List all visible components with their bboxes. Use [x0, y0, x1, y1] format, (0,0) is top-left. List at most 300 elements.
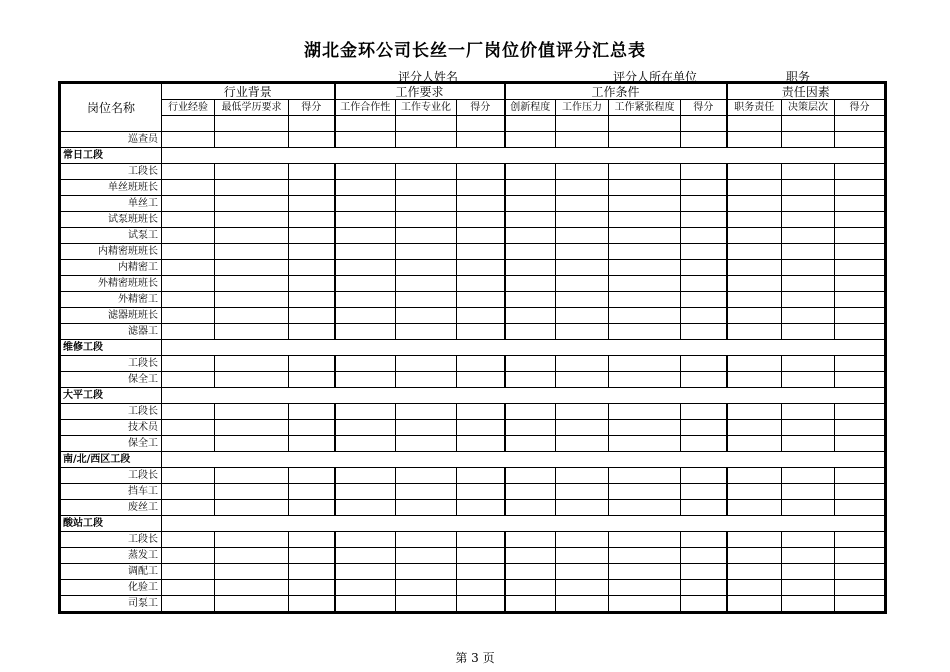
- score-cell[interactable]: [457, 324, 505, 340]
- score-cell[interactable]: [335, 548, 396, 564]
- score-cell[interactable]: [335, 308, 396, 324]
- score-cell[interactable]: [782, 372, 835, 388]
- score-cell[interactable]: [215, 484, 289, 500]
- score-cell[interactable]: [457, 356, 505, 372]
- score-cell[interactable]: [556, 196, 609, 212]
- score-cell[interactable]: [505, 356, 556, 372]
- score-cell[interactable]: [556, 580, 609, 596]
- score-cell[interactable]: [457, 500, 505, 516]
- score-cell[interactable]: [681, 180, 727, 196]
- score-cell[interactable]: [782, 196, 835, 212]
- score-cell[interactable]: [782, 212, 835, 228]
- score-cell[interactable]: [289, 132, 335, 148]
- score-cell[interactable]: [505, 420, 556, 436]
- score-cell[interactable]: [681, 404, 727, 420]
- score-cell[interactable]: [681, 596, 727, 612]
- score-cell[interactable]: [335, 324, 396, 340]
- score-cell[interactable]: [782, 468, 835, 484]
- score-cell[interactable]: [335, 212, 396, 228]
- score-cell[interactable]: [335, 372, 396, 388]
- score-cell[interactable]: [396, 468, 457, 484]
- score-cell[interactable]: [457, 164, 505, 180]
- score-cell[interactable]: [505, 308, 556, 324]
- score-cell[interactable]: [162, 372, 215, 388]
- score-cell[interactable]: [457, 484, 505, 500]
- score-cell[interactable]: [215, 292, 289, 308]
- score-cell[interactable]: [782, 564, 835, 580]
- score-cell[interactable]: [162, 196, 215, 212]
- score-cell[interactable]: [335, 180, 396, 196]
- score-cell[interactable]: [457, 468, 505, 484]
- score-cell[interactable]: [556, 324, 609, 340]
- score-cell[interactable]: [505, 436, 556, 452]
- score-cell[interactable]: [681, 500, 727, 516]
- score-cell[interactable]: [289, 356, 335, 372]
- score-cell[interactable]: [609, 596, 681, 612]
- score-cell[interactable]: [835, 372, 885, 388]
- score-cell[interactable]: [162, 580, 215, 596]
- score-cell[interactable]: [835, 356, 885, 372]
- score-cell[interactable]: [457, 132, 505, 148]
- score-cell[interactable]: [727, 500, 782, 516]
- score-cell[interactable]: [457, 436, 505, 452]
- score-cell[interactable]: [835, 212, 885, 228]
- score-cell[interactable]: [681, 308, 727, 324]
- score-cell[interactable]: [505, 580, 556, 596]
- score-cell[interactable]: [505, 372, 556, 388]
- score-cell[interactable]: [457, 180, 505, 196]
- score-cell[interactable]: [396, 500, 457, 516]
- score-cell[interactable]: [609, 532, 681, 548]
- score-cell[interactable]: [556, 372, 609, 388]
- score-cell[interactable]: [162, 260, 215, 276]
- score-cell[interactable]: [782, 484, 835, 500]
- score-cell[interactable]: [556, 548, 609, 564]
- score-cell[interactable]: [396, 244, 457, 260]
- score-cell[interactable]: [556, 468, 609, 484]
- score-cell[interactable]: [505, 260, 556, 276]
- score-cell[interactable]: [396, 196, 457, 212]
- score-cell[interactable]: [556, 228, 609, 244]
- score-cell[interactable]: [681, 196, 727, 212]
- score-cell[interactable]: [835, 292, 885, 308]
- score-cell[interactable]: [396, 212, 457, 228]
- score-cell[interactable]: [609, 180, 681, 196]
- score-cell[interactable]: [609, 244, 681, 260]
- score-cell[interactable]: [556, 292, 609, 308]
- score-cell[interactable]: [609, 228, 681, 244]
- score-cell[interactable]: [215, 212, 289, 228]
- score-cell[interactable]: [727, 420, 782, 436]
- score-cell[interactable]: [727, 404, 782, 420]
- score-cell[interactable]: [681, 212, 727, 228]
- score-cell[interactable]: [835, 420, 885, 436]
- score-cell[interactable]: [335, 580, 396, 596]
- score-cell[interactable]: [289, 180, 335, 196]
- score-cell[interactable]: [556, 276, 609, 292]
- score-cell[interactable]: [289, 212, 335, 228]
- score-cell[interactable]: [215, 548, 289, 564]
- score-cell[interactable]: [396, 260, 457, 276]
- score-cell[interactable]: [681, 244, 727, 260]
- score-cell[interactable]: [835, 468, 885, 484]
- score-cell[interactable]: [835, 500, 885, 516]
- score-cell[interactable]: [289, 276, 335, 292]
- score-cell[interactable]: [782, 276, 835, 292]
- score-cell[interactable]: [396, 596, 457, 612]
- score-cell[interactable]: [335, 228, 396, 244]
- score-cell[interactable]: [782, 164, 835, 180]
- score-cell[interactable]: [835, 276, 885, 292]
- score-cell[interactable]: [681, 324, 727, 340]
- score-cell[interactable]: [727, 212, 782, 228]
- score-cell[interactable]: [681, 468, 727, 484]
- score-cell[interactable]: [335, 164, 396, 180]
- score-cell[interactable]: [335, 500, 396, 516]
- score-cell[interactable]: [162, 292, 215, 308]
- score-cell[interactable]: [457, 292, 505, 308]
- score-cell[interactable]: [457, 260, 505, 276]
- score-cell[interactable]: [505, 484, 556, 500]
- score-cell[interactable]: [289, 548, 335, 564]
- score-cell[interactable]: [681, 436, 727, 452]
- score-cell[interactable]: [162, 532, 215, 548]
- score-cell[interactable]: [609, 356, 681, 372]
- score-cell[interactable]: [835, 596, 885, 612]
- score-cell[interactable]: [681, 564, 727, 580]
- score-cell[interactable]: [215, 372, 289, 388]
- score-cell[interactable]: [782, 180, 835, 196]
- score-cell[interactable]: [289, 484, 335, 500]
- score-cell[interactable]: [335, 292, 396, 308]
- score-cell[interactable]: [681, 580, 727, 596]
- score-cell[interactable]: [782, 436, 835, 452]
- score-cell[interactable]: [727, 292, 782, 308]
- score-cell[interactable]: [556, 500, 609, 516]
- score-cell[interactable]: [215, 180, 289, 196]
- score-cell[interactable]: [835, 260, 885, 276]
- score-cell[interactable]: [162, 564, 215, 580]
- score-cell[interactable]: [835, 324, 885, 340]
- score-cell[interactable]: [162, 276, 215, 292]
- score-cell[interactable]: [215, 244, 289, 260]
- score-cell[interactable]: [835, 484, 885, 500]
- score-cell[interactable]: [556, 484, 609, 500]
- score-cell[interactable]: [289, 404, 335, 420]
- score-cell[interactable]: [505, 276, 556, 292]
- score-cell[interactable]: [835, 532, 885, 548]
- score-cell[interactable]: [727, 180, 782, 196]
- score-cell[interactable]: [609, 548, 681, 564]
- score-cell[interactable]: [396, 580, 457, 596]
- score-cell[interactable]: [556, 212, 609, 228]
- score-cell[interactable]: [609, 308, 681, 324]
- score-cell[interactable]: [396, 292, 457, 308]
- score-cell[interactable]: [289, 260, 335, 276]
- score-cell[interactable]: [556, 420, 609, 436]
- score-cell[interactable]: [835, 580, 885, 596]
- score-cell[interactable]: [505, 212, 556, 228]
- score-cell[interactable]: [215, 596, 289, 612]
- score-cell[interactable]: [681, 164, 727, 180]
- score-cell[interactable]: [556, 564, 609, 580]
- score-cell[interactable]: [782, 132, 835, 148]
- score-cell[interactable]: [335, 436, 396, 452]
- score-cell[interactable]: [335, 468, 396, 484]
- score-cell[interactable]: [681, 132, 727, 148]
- score-cell[interactable]: [609, 500, 681, 516]
- score-cell[interactable]: [835, 132, 885, 148]
- score-cell[interactable]: [396, 548, 457, 564]
- score-cell[interactable]: [609, 292, 681, 308]
- score-cell[interactable]: [215, 468, 289, 484]
- score-cell[interactable]: [782, 244, 835, 260]
- score-cell[interactable]: [505, 244, 556, 260]
- score-cell[interactable]: [609, 196, 681, 212]
- score-cell[interactable]: [727, 260, 782, 276]
- score-cell[interactable]: [609, 324, 681, 340]
- score-cell[interactable]: [782, 532, 835, 548]
- score-cell[interactable]: [457, 308, 505, 324]
- score-cell[interactable]: [396, 356, 457, 372]
- score-cell[interactable]: [162, 180, 215, 196]
- score-cell[interactable]: [289, 244, 335, 260]
- score-cell[interactable]: [335, 260, 396, 276]
- score-cell[interactable]: [609, 164, 681, 180]
- score-cell[interactable]: [835, 564, 885, 580]
- score-cell[interactable]: [396, 564, 457, 580]
- score-cell[interactable]: [396, 308, 457, 324]
- score-cell[interactable]: [335, 564, 396, 580]
- score-cell[interactable]: [727, 324, 782, 340]
- score-cell[interactable]: [505, 596, 556, 612]
- score-cell[interactable]: [162, 500, 215, 516]
- score-cell[interactable]: [609, 372, 681, 388]
- score-cell[interactable]: [162, 484, 215, 500]
- score-cell[interactable]: [289, 196, 335, 212]
- score-cell[interactable]: [335, 132, 396, 148]
- score-cell[interactable]: [556, 180, 609, 196]
- score-cell[interactable]: [289, 164, 335, 180]
- score-cell[interactable]: [215, 580, 289, 596]
- score-cell[interactable]: [289, 500, 335, 516]
- score-cell[interactable]: [835, 164, 885, 180]
- score-cell[interactable]: [505, 228, 556, 244]
- score-cell[interactable]: [727, 372, 782, 388]
- score-cell[interactable]: [609, 260, 681, 276]
- score-cell[interactable]: [727, 596, 782, 612]
- score-cell[interactable]: [505, 180, 556, 196]
- score-cell[interactable]: [727, 356, 782, 372]
- score-cell[interactable]: [727, 244, 782, 260]
- score-cell[interactable]: [215, 500, 289, 516]
- score-cell[interactable]: [727, 164, 782, 180]
- score-cell[interactable]: [162, 420, 215, 436]
- score-cell[interactable]: [457, 532, 505, 548]
- score-cell[interactable]: [162, 356, 215, 372]
- score-cell[interactable]: [162, 308, 215, 324]
- score-cell[interactable]: [505, 564, 556, 580]
- score-cell[interactable]: [289, 580, 335, 596]
- score-cell[interactable]: [505, 132, 556, 148]
- score-cell[interactable]: [215, 132, 289, 148]
- score-cell[interactable]: [215, 308, 289, 324]
- score-cell[interactable]: [457, 372, 505, 388]
- score-cell[interactable]: [609, 212, 681, 228]
- score-cell[interactable]: [681, 276, 727, 292]
- score-cell[interactable]: [162, 212, 215, 228]
- score-cell[interactable]: [457, 564, 505, 580]
- score-cell[interactable]: [727, 196, 782, 212]
- score-cell[interactable]: [835, 548, 885, 564]
- score-cell[interactable]: [335, 276, 396, 292]
- score-cell[interactable]: [681, 532, 727, 548]
- score-cell[interactable]: [727, 532, 782, 548]
- score-cell[interactable]: [505, 468, 556, 484]
- score-cell[interactable]: [782, 356, 835, 372]
- score-cell[interactable]: [215, 356, 289, 372]
- score-cell[interactable]: [727, 132, 782, 148]
- score-cell[interactable]: [609, 484, 681, 500]
- score-cell[interactable]: [335, 596, 396, 612]
- score-cell[interactable]: [335, 532, 396, 548]
- score-cell[interactable]: [162, 468, 215, 484]
- score-cell[interactable]: [396, 164, 457, 180]
- score-cell[interactable]: [396, 420, 457, 436]
- score-cell[interactable]: [835, 308, 885, 324]
- score-cell[interactable]: [396, 132, 457, 148]
- score-cell[interactable]: [457, 420, 505, 436]
- score-cell[interactable]: [215, 228, 289, 244]
- score-cell[interactable]: [162, 436, 215, 452]
- score-cell[interactable]: [505, 164, 556, 180]
- score-cell[interactable]: [556, 404, 609, 420]
- score-cell[interactable]: [457, 228, 505, 244]
- score-cell[interactable]: [289, 420, 335, 436]
- score-cell[interactable]: [556, 164, 609, 180]
- score-cell[interactable]: [681, 484, 727, 500]
- score-cell[interactable]: [289, 564, 335, 580]
- score-cell[interactable]: [289, 532, 335, 548]
- score-cell[interactable]: [835, 436, 885, 452]
- score-cell[interactable]: [782, 292, 835, 308]
- score-cell[interactable]: [681, 228, 727, 244]
- score-cell[interactable]: [505, 548, 556, 564]
- score-cell[interactable]: [162, 132, 215, 148]
- score-cell[interactable]: [162, 596, 215, 612]
- score-cell[interactable]: [727, 308, 782, 324]
- score-cell[interactable]: [556, 532, 609, 548]
- score-cell[interactable]: [215, 260, 289, 276]
- score-cell[interactable]: [727, 548, 782, 564]
- score-cell[interactable]: [396, 372, 457, 388]
- score-cell[interactable]: [782, 420, 835, 436]
- score-cell[interactable]: [505, 404, 556, 420]
- score-cell[interactable]: [396, 276, 457, 292]
- score-cell[interactable]: [835, 404, 885, 420]
- score-cell[interactable]: [782, 580, 835, 596]
- score-cell[interactable]: [609, 132, 681, 148]
- score-cell[interactable]: [162, 228, 215, 244]
- score-cell[interactable]: [727, 228, 782, 244]
- score-cell[interactable]: [782, 324, 835, 340]
- score-cell[interactable]: [835, 244, 885, 260]
- score-cell[interactable]: [782, 500, 835, 516]
- score-cell[interactable]: [505, 292, 556, 308]
- score-cell[interactable]: [727, 484, 782, 500]
- score-cell[interactable]: [782, 548, 835, 564]
- score-cell[interactable]: [215, 404, 289, 420]
- score-cell[interactable]: [556, 356, 609, 372]
- score-cell[interactable]: [396, 404, 457, 420]
- score-cell[interactable]: [505, 324, 556, 340]
- score-cell[interactable]: [609, 420, 681, 436]
- score-cell[interactable]: [335, 196, 396, 212]
- score-cell[interactable]: [609, 580, 681, 596]
- score-cell[interactable]: [457, 548, 505, 564]
- score-cell[interactable]: [681, 292, 727, 308]
- score-cell[interactable]: [289, 436, 335, 452]
- score-cell[interactable]: [457, 276, 505, 292]
- score-cell[interactable]: [505, 500, 556, 516]
- score-cell[interactable]: [505, 196, 556, 212]
- score-cell[interactable]: [335, 356, 396, 372]
- score-cell[interactable]: [727, 468, 782, 484]
- score-cell[interactable]: [162, 244, 215, 260]
- score-cell[interactable]: [457, 596, 505, 612]
- score-cell[interactable]: [556, 308, 609, 324]
- score-cell[interactable]: [162, 404, 215, 420]
- score-cell[interactable]: [609, 468, 681, 484]
- score-cell[interactable]: [289, 308, 335, 324]
- score-cell[interactable]: [835, 228, 885, 244]
- score-cell[interactable]: [396, 228, 457, 244]
- score-cell[interactable]: [289, 324, 335, 340]
- score-cell[interactable]: [505, 532, 556, 548]
- score-cell[interactable]: [609, 404, 681, 420]
- score-cell[interactable]: [289, 596, 335, 612]
- score-cell[interactable]: [215, 196, 289, 212]
- score-cell[interactable]: [556, 132, 609, 148]
- score-cell[interactable]: [215, 324, 289, 340]
- score-cell[interactable]: [215, 164, 289, 180]
- score-cell[interactable]: [782, 596, 835, 612]
- score-cell[interactable]: [681, 260, 727, 276]
- score-cell[interactable]: [335, 404, 396, 420]
- score-cell[interactable]: [162, 548, 215, 564]
- score-cell[interactable]: [727, 436, 782, 452]
- score-cell[interactable]: [396, 324, 457, 340]
- score-cell[interactable]: [215, 420, 289, 436]
- score-cell[interactable]: [782, 228, 835, 244]
- score-cell[interactable]: [215, 276, 289, 292]
- score-cell[interactable]: [727, 580, 782, 596]
- score-cell[interactable]: [681, 372, 727, 388]
- score-cell[interactable]: [609, 564, 681, 580]
- score-cell[interactable]: [457, 580, 505, 596]
- score-cell[interactable]: [396, 180, 457, 196]
- score-cell[interactable]: [289, 292, 335, 308]
- score-cell[interactable]: [556, 260, 609, 276]
- score-cell[interactable]: [457, 212, 505, 228]
- score-cell[interactable]: [457, 244, 505, 260]
- score-cell[interactable]: [609, 436, 681, 452]
- score-cell[interactable]: [162, 164, 215, 180]
- score-cell[interactable]: [335, 244, 396, 260]
- score-cell[interactable]: [289, 372, 335, 388]
- score-cell[interactable]: [782, 308, 835, 324]
- score-cell[interactable]: [727, 564, 782, 580]
